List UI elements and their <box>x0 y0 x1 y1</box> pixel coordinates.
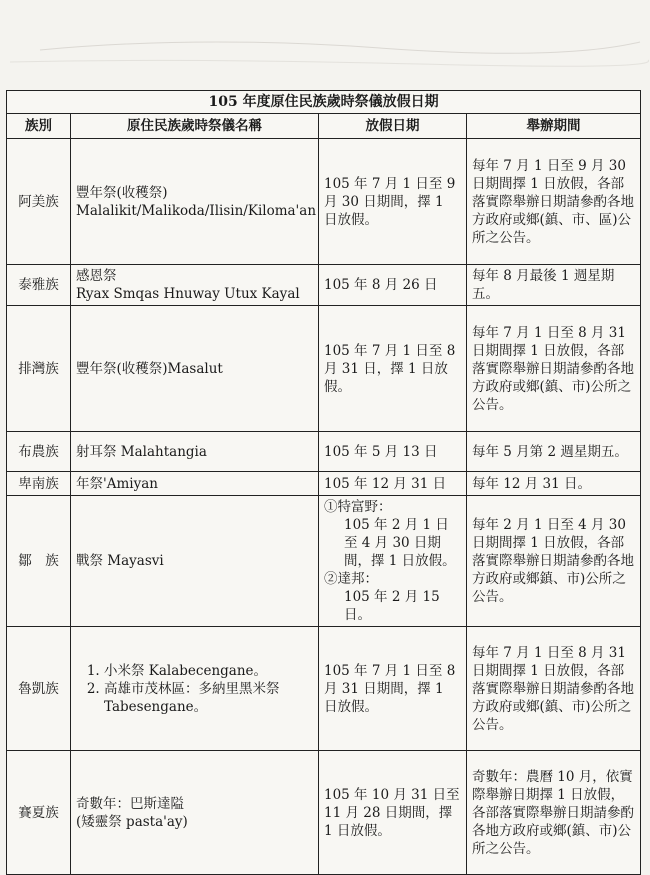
holiday-period: 每年 12 月 31 日。 <box>467 472 641 496</box>
tribe-name: 魯凱族 <box>7 627 71 751</box>
ceremony-line: 射耳祭 Malahtangia <box>76 443 207 460</box>
holiday-period: 每年 7 月 1 日至 8 月 31 日期間擇 1 日放假，各部落實際舉辦日期請參酌各地方政府或鄉(鎮、市)公所之公告。 <box>467 306 641 432</box>
date-text: 105 年 2 月 1 日至 4 月 30 日期間，擇 1 日放假。 <box>344 517 456 569</box>
ceremony-name <box>71 751 319 875</box>
ceremony-line: 豐年祭(收穫祭)Masalut <box>76 360 223 377</box>
tribe-name: 排灣族 <box>7 306 71 432</box>
table-row <box>7 627 641 751</box>
ceremony-list-item: 1. 小米祭 Kalabecengane。 <box>104 662 313 680</box>
tribe-name: 賽夏族 <box>7 751 71 875</box>
ceremony-line: Ryax Smqas Hnuway Utux Kayal <box>76 286 300 302</box>
date-label: ②達邦： <box>324 571 378 587</box>
table-row <box>7 432 641 472</box>
ceremony-line: 戰祭 Mayasvi <box>76 553 164 569</box>
table-row <box>7 139 641 265</box>
ceremony-name <box>71 432 319 472</box>
tribe-name: 泰雅族 <box>7 265 71 306</box>
holiday-period: 每年 2 月 1 日至 4 月 30 日期間擇 1 日放假，各部落實際舉辦日期請參酌各地方政府或鄉鎮、市)公所之公告。 <box>467 496 641 627</box>
holiday-date: 105 年 7 月 1 日至 9 月 30 日期間，擇 1 日放假。 <box>319 139 467 265</box>
header-period: 舉辦期間 <box>467 114 641 139</box>
holiday-period: 奇數年：農曆 10 月，依實際舉辦日期擇 1 日放假，各部落實際舉辦日期請參酌各地方政府或鄉(鎮、市)公所之公告。 <box>467 751 641 875</box>
tribe-name: 布農族 <box>7 432 71 472</box>
ceremony-line: (矮靈祭 pasta'ay) <box>76 813 188 830</box>
holiday-date: 105 年 12 月 31 日 <box>319 472 467 496</box>
ceremony-name <box>71 139 319 265</box>
tribe-name: 阿美族 <box>7 139 71 265</box>
festival-table <box>6 90 641 875</box>
document-sheet <box>6 90 640 875</box>
tribe-name: 卑南族 <box>7 472 71 496</box>
holiday-date: 105 年 5 月 13 日 <box>319 432 467 472</box>
ceremony-name <box>71 265 319 306</box>
ceremony-name <box>71 306 319 432</box>
holiday-period: 每年 5 月第 2 週星期五。 <box>467 432 641 472</box>
ceremony-name <box>71 627 319 751</box>
holiday-date: 105 年 8 月 26 日 <box>319 265 467 306</box>
tribe-name: 鄒 族 <box>7 496 71 627</box>
date-label: ①特富野： <box>324 499 392 515</box>
holiday-date: 105 年 10 月 31 日至 11 月 28 日期間，擇 1 日放假。 <box>319 751 467 875</box>
ceremony-line: 奇數年：巴斯達隘 <box>76 795 184 812</box>
table-title: 105 年度原住民族歲時祭儀放假日期 <box>7 91 641 114</box>
ceremony-line: Malalikit/Malikoda/Ilisin/Kiloma'an <box>76 202 317 219</box>
header-holiday-date: 放假日期 <box>319 114 467 139</box>
header-row <box>7 114 641 139</box>
ceremony-name <box>71 472 319 496</box>
header-ceremony: 原住民族歲時祭儀名稱 <box>71 114 319 139</box>
table-row <box>7 751 641 875</box>
table-row <box>7 306 641 432</box>
holiday-period: 每年 7 月 1 日至 8 月 31 日期間擇 1 日放假，各部落實際舉辦日期請參酌各地方政府或鄉(鎮、市)公所之公告。 <box>467 627 641 751</box>
holiday-date <box>319 496 467 627</box>
holiday-period: 每年 8 月最後 1 週星期五。 <box>467 265 641 306</box>
table-row <box>7 496 641 627</box>
ceremony-list <box>76 662 313 716</box>
ceremony-line: 年祭'Amiyan <box>76 475 158 492</box>
holiday-period: 每年 7 月 1 日至 9 月 30 日期間擇 1 日放假，各部落實際舉辦日期請參酌各地方政府或鄉(鎮、市、區)公所之公告。 <box>467 139 641 265</box>
header-tribe: 族別 <box>7 114 71 139</box>
holiday-date: 105 年 7 月 1 日至 8 月 31 日期間，擇 1 日放假。 <box>319 627 467 751</box>
table-row <box>7 472 641 496</box>
holiday-date: 105 年 7 月 1 日至 8 月 31 日，擇 1 日放假。 <box>319 306 467 432</box>
ceremony-list-item: 2. 高雄市茂林區：多納里黑米祭 Tabesengane。 <box>104 680 313 716</box>
date-text: 105 年 2 月 15 日。 <box>344 589 440 623</box>
table-row <box>7 265 641 306</box>
ceremony-line: 豐年祭(收穫祭) <box>76 184 168 201</box>
scan-noise <box>0 30 650 70</box>
ceremony-line: 感恩祭 <box>76 268 117 284</box>
ceremony-name <box>71 496 319 627</box>
